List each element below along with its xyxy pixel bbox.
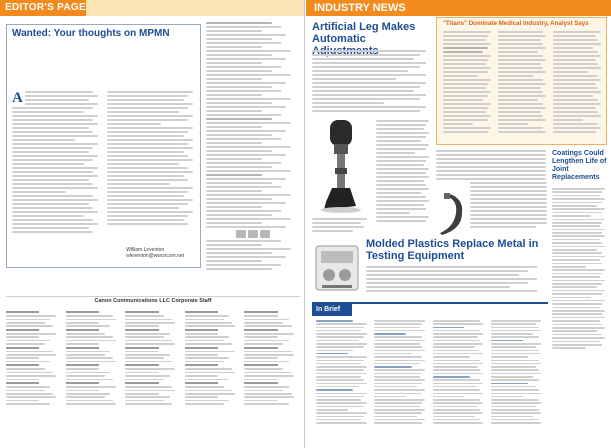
editorial-headline: Wanted: Your thoughts on MPMN (12, 28, 170, 39)
editor-name: William Leventon (126, 247, 165, 253)
right-page-industry-news (306, 0, 611, 448)
molded-plastics-headline: Molded Plastics Replace Metal in Testing Equipment (366, 238, 539, 262)
titans-column-1 (443, 31, 493, 139)
editorial-column-2 (107, 91, 197, 241)
lab-equipment-icon (312, 240, 362, 295)
editor-email: wleventon@wwcncom.net (126, 253, 184, 259)
audit-logo-icon (260, 230, 270, 238)
artificial-leg-footer (312, 218, 370, 236)
editorial-box (6, 24, 201, 268)
staff-column (185, 310, 241, 444)
titans-body-columns (443, 31, 603, 139)
masthead-logos (206, 230, 300, 238)
editor-signature (126, 247, 184, 259)
editorial-column-1 (12, 91, 102, 241)
editorial-drop-cap: A (12, 90, 23, 106)
staff-column (244, 310, 300, 444)
industry-news-header-bar (306, 0, 611, 16)
running-blade-icon (436, 193, 466, 237)
titans-sidebar (436, 17, 607, 145)
publisher-logo-icon (236, 230, 246, 238)
editorial-body-columns (12, 91, 197, 241)
staff-column (6, 310, 62, 444)
titans-headline: "Titans" Dominate Medical Industry, Analyst Says (443, 20, 589, 27)
titans-column-3 (553, 31, 603, 139)
in-brief-column (374, 320, 427, 444)
in-brief-columns (316, 320, 544, 444)
coatings-body (552, 188, 608, 384)
molded-plastics-body (366, 266, 546, 294)
artificial-leg-body (312, 50, 432, 116)
corporate-staff-directory (6, 310, 300, 444)
in-brief-section (312, 302, 548, 444)
in-brief-label: In Brief (312, 304, 352, 316)
in-brief-column (433, 320, 486, 444)
left-page-editors (0, 0, 305, 448)
corporate-staff-bar (6, 296, 300, 306)
staff-column (125, 310, 181, 444)
in-brief-column (316, 320, 369, 444)
masthead-column (206, 22, 300, 272)
corporate-staff-title: Canon Communications LLC Corporate Staff (94, 298, 212, 304)
editors-page-label: EDITOR'S PAGE (0, 0, 86, 16)
artificial-leg-headline: Artificial Leg Makes Automatic (312, 21, 416, 45)
editors-page-header-bar (0, 0, 305, 16)
staff-column (66, 310, 122, 444)
artificial-leg-continued (376, 120, 432, 228)
titans-column-2 (498, 31, 548, 139)
prosthetic-leg-icon (312, 118, 372, 216)
association-logo-icon (248, 230, 258, 238)
in-brief-column (491, 320, 544, 444)
industry-news-label: INDUSTRY NEWS (314, 2, 406, 14)
coatings-headline: Coatings Could Lengthen Life of Joint Replacements (552, 150, 607, 181)
